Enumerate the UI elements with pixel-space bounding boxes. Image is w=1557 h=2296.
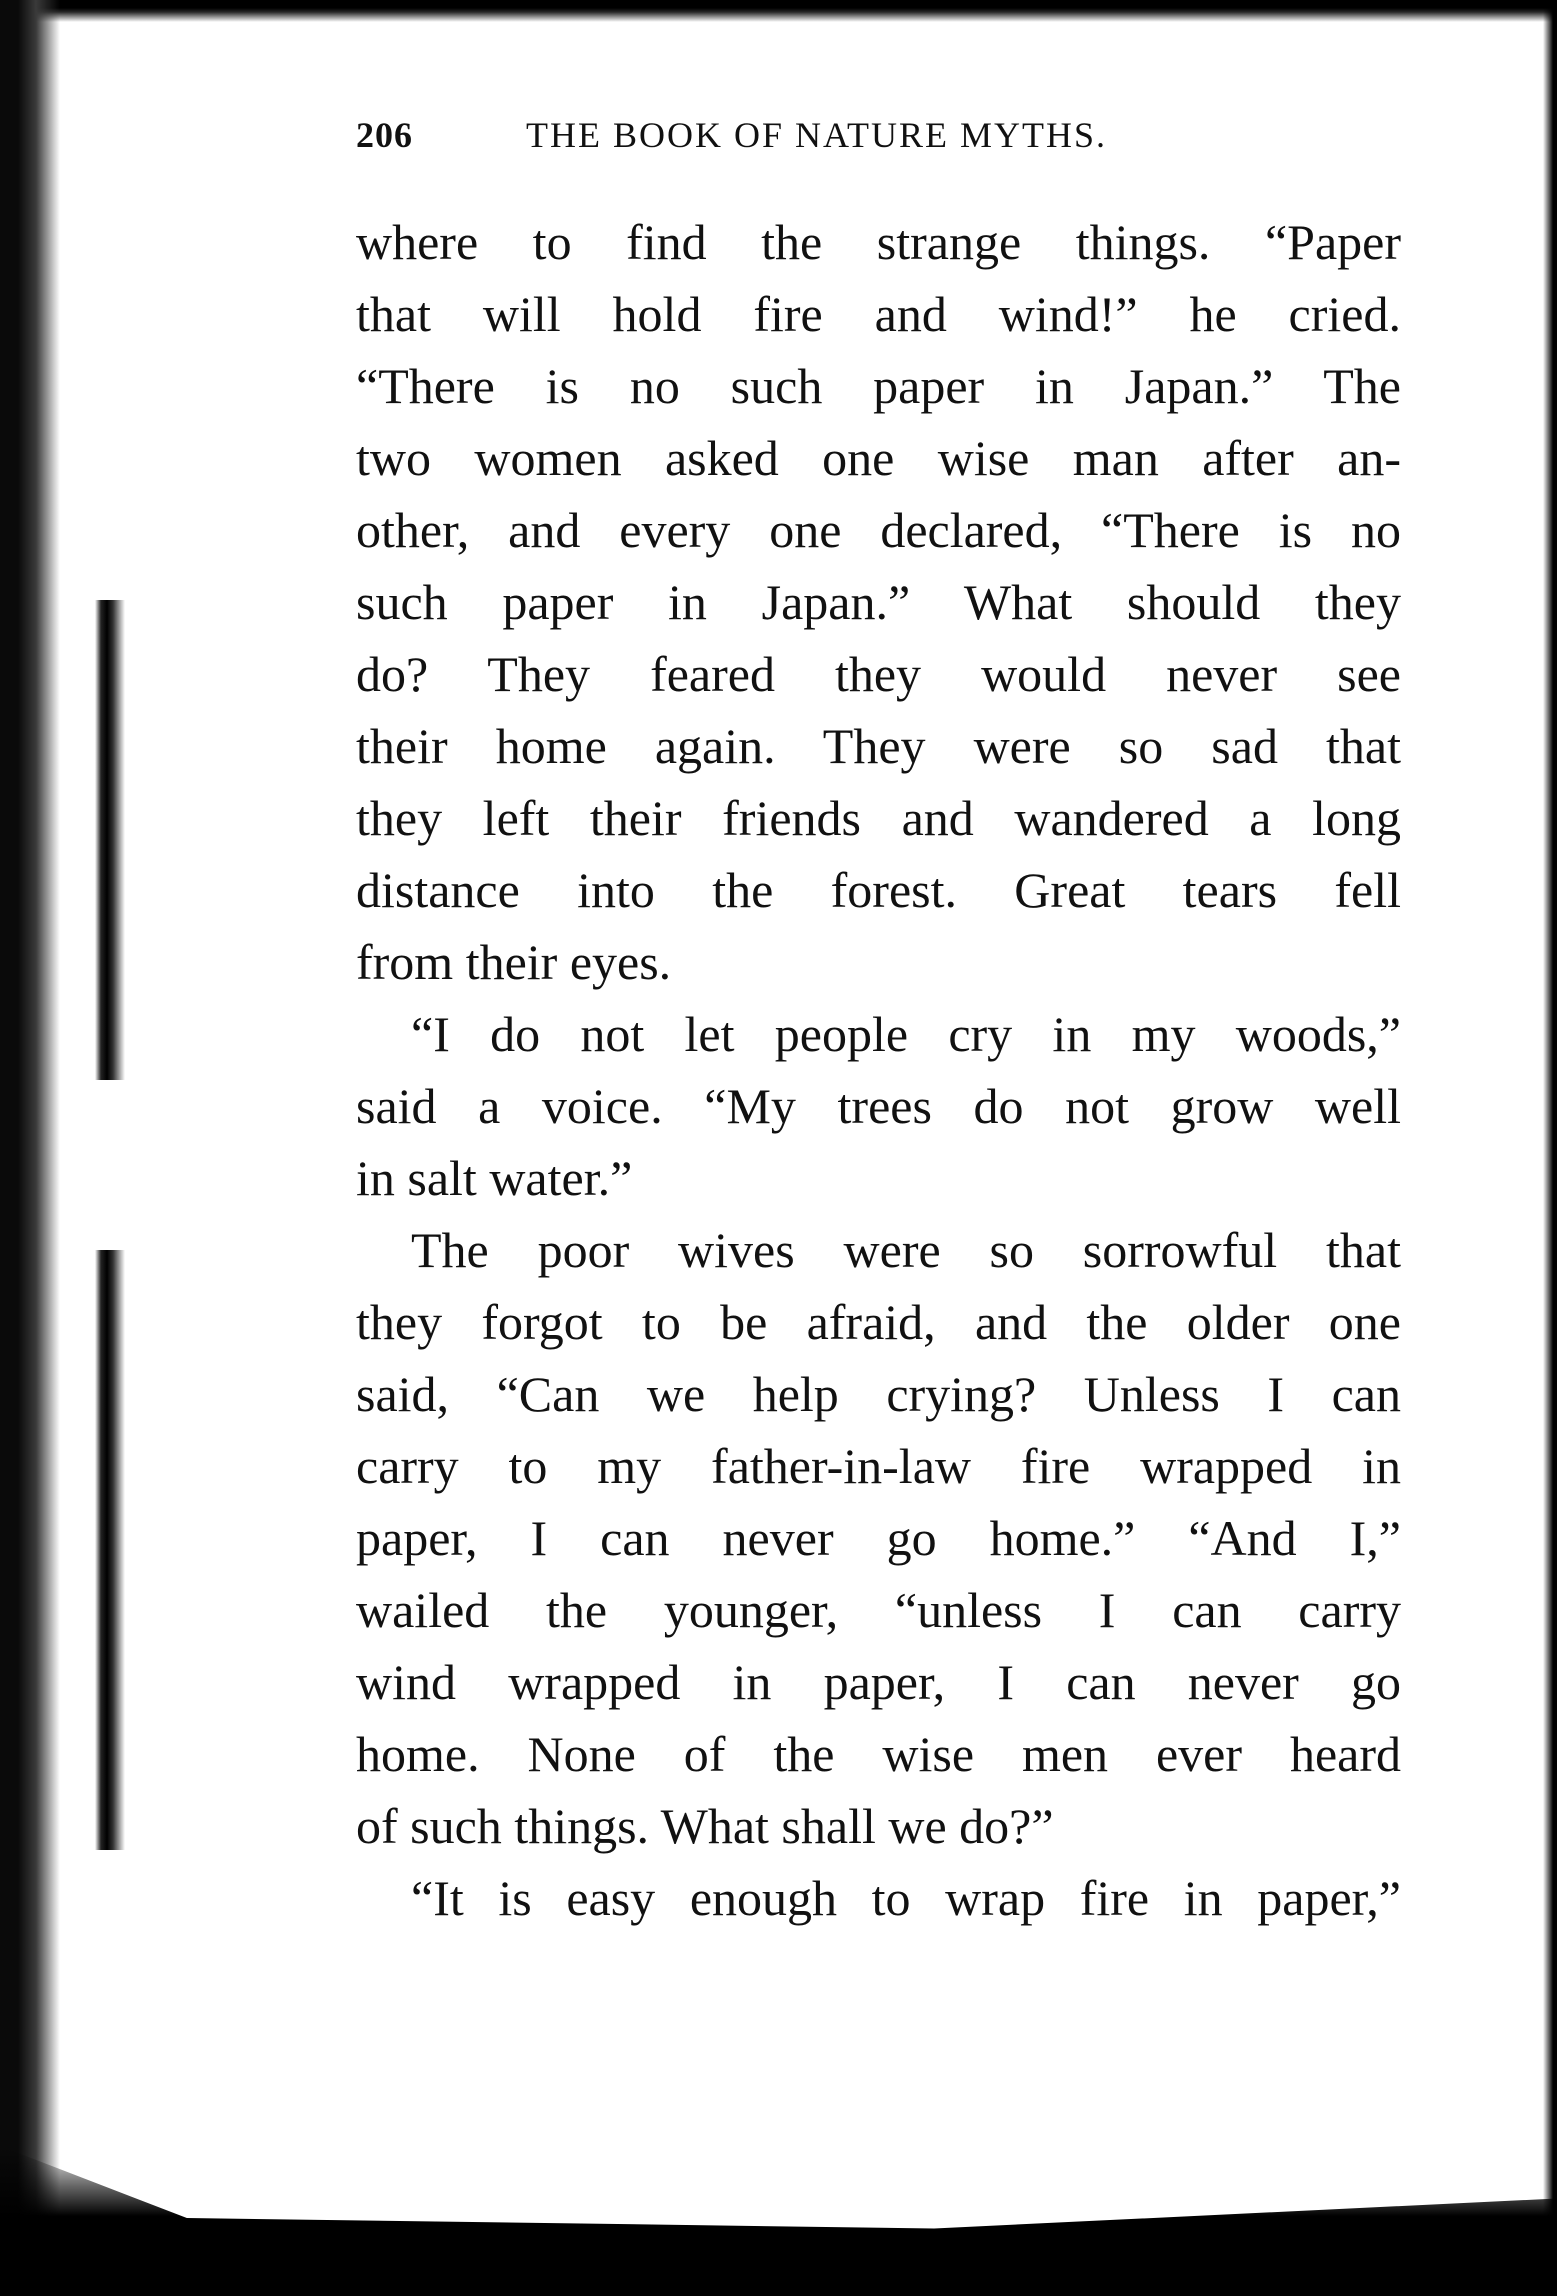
text-line: “There is no such paper in Japan.” The <box>356 358 1401 414</box>
text-line: in salt water.” <box>356 1150 633 1206</box>
text-line: wailed the younger, “unless I can carry <box>356 1582 1401 1638</box>
text-line: such paper in Japan.” What should they <box>356 574 1401 630</box>
text-line: wind wrapped in paper, I can never go <box>356 1654 1401 1710</box>
scan-border-top <box>0 0 1557 22</box>
text-line: their home again. They were so sad that <box>356 718 1401 774</box>
scan-streak-upper <box>95 600 125 1080</box>
text-line: they forgot to be afraid, and the older one <box>356 1294 1401 1350</box>
text-line: do? They feared they would never see <box>356 646 1401 702</box>
page-number: 206 <box>356 115 413 155</box>
text-line: paper, I can never go home.” “And I,” <box>356 1510 1401 1566</box>
text-line: The poor wives were so sorrowful that <box>411 1222 1401 1278</box>
text-line: other, and every one declared, “There is no <box>356 502 1401 558</box>
text-line: distance into the forest. Great tears fell <box>356 862 1401 918</box>
text-line: from their eyes. <box>356 934 672 990</box>
scan-streak-lower <box>95 1250 125 1850</box>
scan-border-bottom <box>0 2146 1557 2296</box>
running-head: THE BOOK OF NATURE MYTHS. <box>526 115 1108 155</box>
scan-border-left <box>0 0 60 2296</box>
text-line: two women asked one wise man after an- <box>356 430 1401 486</box>
text-line: that will hold fire and wind!” he cried. <box>356 286 1401 342</box>
text-line: they left their friends and wandered a long <box>356 790 1401 846</box>
text-line: carry to my father-in-law fire wrapped in <box>356 1438 1401 1494</box>
page-header <box>356 114 1276 156</box>
text-line: home. None of the wise men ever heard <box>356 1726 1401 1782</box>
scan-border-right <box>1543 0 1557 2296</box>
text-line: said, “Can we help crying? Unless I can <box>356 1366 1401 1422</box>
text-line: “It is easy enough to wrap fire in paper,” <box>411 1870 1401 1926</box>
text-line: of such things. What shall we do?” <box>356 1798 1054 1854</box>
text-line: where to find the strange things. “Paper <box>356 214 1401 270</box>
text-line: “I do not let people cry in my woods,” <box>411 1006 1401 1062</box>
text-line: said a voice. “My trees do not grow well <box>356 1078 1401 1134</box>
body-text <box>356 206 1401 1934</box>
